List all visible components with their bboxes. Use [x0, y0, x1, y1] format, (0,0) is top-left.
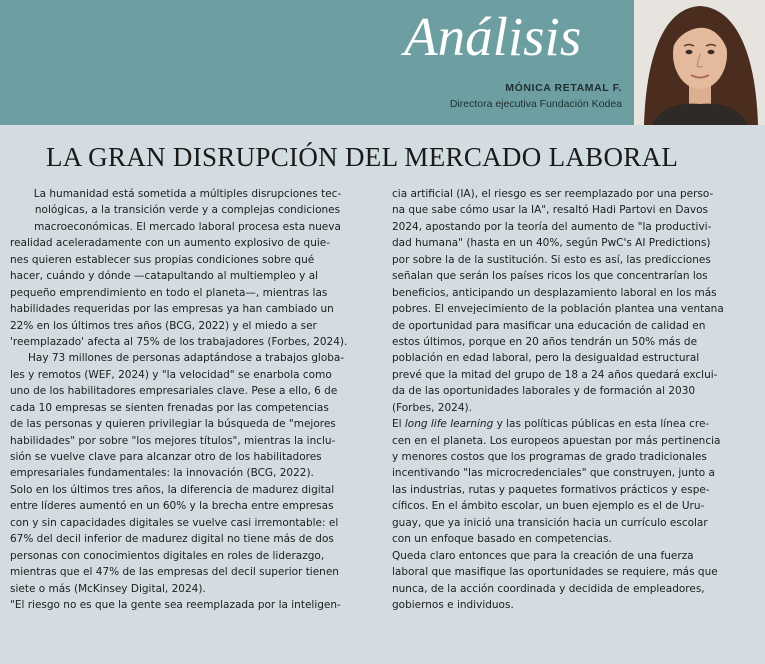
text-line: siete o más (McKinsey Digital, 2024). — [10, 582, 206, 595]
text-line: las industrias, rutas y paquetes formativos prácticos y espe- — [392, 483, 710, 496]
header-band — [0, 0, 765, 125]
text-line: hacer, cuándo y dónde —catapultando al multiempleo y al — [10, 270, 319, 283]
text-line: "El riesgo no es que la gente sea reemplazada por la inteligen- — [10, 598, 341, 611]
text-line: cia artificial (IA), el riesgo es ser reemplazado por una perso- — [392, 188, 714, 200]
text-line: realidad aceleradamente con un aumento explosivo de quie- — [10, 237, 331, 250]
text-line: pobres. El envejecimiento de la población plantea una ventana — [392, 303, 724, 316]
text-line: cada 10 empresas se sienten frenadas por las competencias — [10, 401, 329, 414]
text-line: y menores costos que los programas de grado tradicionales — [392, 451, 707, 463]
text-line: prevé que la mitad del grupo de 18 a 24 años quedará exclui- — [392, 368, 718, 381]
text-line: cen en el planeta. Los europeos apuestan por más pertinencia — [392, 434, 721, 447]
author-photo — [634, 0, 765, 125]
text-line: na que sabe cómo usar la IA", resaltó Hadi Partovi en Davos — [392, 204, 708, 217]
text-line: por sobre la de la sustitución. Si esto es así, las predicciones — [392, 253, 711, 266]
text-line: estos últimos, porque en 20 años tendrán un 50% más de — [392, 335, 698, 348]
article-column-right — [392, 186, 747, 613]
text-line: empresariales fundamentales: la innovación (BCG, 2022). — [10, 467, 314, 480]
text-line: macroeconómicas. El mercado laboral procesa esta nueva — [34, 220, 341, 233]
text-line-long-life-learning — [392, 416, 747, 432]
author-role: Directora ejecutiva Fundación Kodea — [449, 98, 622, 110]
text-line: pequeño emprendimiento en todo el planeta—, mientras las — [10, 286, 328, 299]
text-line: Hay 73 millones de personas adaptándose a trabajos globa- — [28, 352, 345, 365]
text-line: Queda claro entonces que para la creación de una fuerza — [392, 549, 694, 562]
text-line: nes quieren establecer sus propias condiciones sobre qué — [10, 253, 315, 266]
text-line: 67% del decil inferior de madurez digital no tiene más de dos — [10, 533, 334, 546]
text-line: señalan que serán los países ricos los que concentrarían los — [392, 270, 708, 283]
italic-term: long life learning — [404, 418, 494, 431]
text-fragment: y las políticas públicas en esta línea cre- — [493, 418, 710, 431]
text-line: da de las oportunidades laborales y de formación al 2030 — [392, 385, 696, 398]
text-line: les y remotos (WEF, 2024) y "la velocidad" se enarbola como — [10, 368, 332, 381]
text-line: población en edad laboral, pero la desigualdad estructural — [392, 352, 700, 365]
text-line: con y sin capacidades digitales se vuelve casi irremontable: el — [10, 516, 339, 529]
text-line: cíficos. En el ámbito escolar, un buen ejemplo es el de Uru- — [392, 500, 705, 513]
text-fragment: El — [392, 418, 405, 431]
text-line: laboral que masifique las oportunidades se requiere, más que — [392, 566, 718, 579]
text-line: guay, que ya inició una transición hacia un currículo escolar — [392, 516, 708, 529]
text-line: sión se vuelve clave para alcanzar otro de los habilitadores — [10, 451, 322, 463]
text-line: (Forbes, 2024). — [392, 401, 472, 414]
text-line: beneficios, anticipando un desplazamiento laboral en los más — [392, 286, 717, 299]
text-line: Solo en los últimos tres años, la diferencia de madurez digital — [10, 483, 335, 496]
text-line: 'reemplazado' afecta al 75% de los trabajadores (Forbes, 2024). — [10, 335, 348, 348]
text-line: de oportunidad para masificar una educación de calidad en — [392, 319, 706, 332]
text-line: uno de los habilitadores empresariales clave. Pese a ello, 6 de — [10, 385, 338, 398]
section-title: Análisis — [404, 6, 582, 67]
text-line: dad humana" (hasta en un 40%, según PwC's AI Predictions) — [392, 237, 711, 250]
text-line: entre líderes aumentó en un 60% y la brecha entre empresas — [10, 500, 334, 513]
text-line: con un enfoque basado en competencias. — [392, 533, 612, 546]
text-line: incentivando "las microcredenciales" que construyen, junto a — [392, 467, 715, 480]
text-line: La humanidad está sometida a múltiples disrupciones tec- — [33, 188, 342, 200]
text-line: personas con conocimientos digitales en roles de liderazgo, — [10, 549, 325, 562]
text-line: habilidades" por sobre "los mejores títulos", mientras la inclu- — [10, 434, 336, 447]
text-line: gobiernos e individuos. — [392, 598, 514, 611]
text-line: nológicas, a la transición verde y a complejas condiciones — [34, 204, 341, 217]
text-line: 22% en los últimos tres años (BCG, 2022) y el miedo a ser — [10, 319, 317, 332]
article-column-left — [10, 186, 365, 613]
text-line: mientras que el 47% de las empresas del decil superior tienen — [10, 566, 339, 579]
text-line: nunca, de la acción coordinada y decidida de empleadores, — [392, 582, 705, 595]
portrait-illustration — [634, 0, 765, 125]
text-line: de las personas y quieren privilegiar la búsqueda de "mejores — [10, 418, 336, 431]
text-line: habilidades requeridas por las empresas ya han cambiado un — [10, 303, 334, 316]
article-headline: LA GRAN DISRUPCIÓN DEL MERCADO LABORAL — [46, 142, 679, 172]
author-name: MÓNICA RETAMAL F. — [505, 82, 622, 94]
text-line: 2024, apostando por la teoría del aumento de "la productivi- — [392, 220, 712, 233]
